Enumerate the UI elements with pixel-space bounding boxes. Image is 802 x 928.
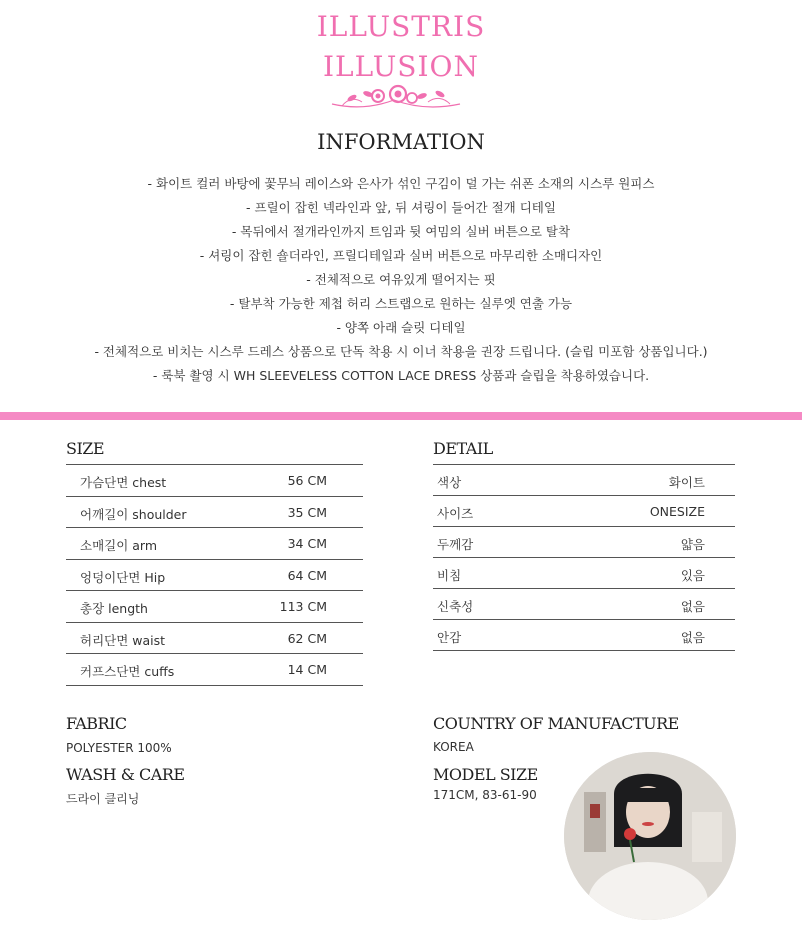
table-row <box>433 527 735 558</box>
table-row <box>66 497 363 529</box>
row-label: 총장 length <box>80 601 148 616</box>
table-row <box>433 496 735 527</box>
info-line: - 룩북 촬영 시 WH SLEEVELESS COTTON LACE DRESS 상품과 슬립을 착용하였습니다. <box>152 368 650 383</box>
info-line: - 프릴이 잡힌 넥라인과 앞, 뒤 셔링이 들어간 절개 디테일 <box>246 200 556 215</box>
table-row <box>433 465 735 496</box>
row-label: 가슴단면 chest <box>80 475 167 490</box>
row-label: 안감 <box>437 630 462 645</box>
info-line: - 전체적으로 비치는 시스루 드레스 상품으로 단독 착용 시 이너 착용을 권장 드립니다. (슬립 미포함 상품입니다.) <box>94 344 708 359</box>
table-row <box>66 654 363 686</box>
row-value: 35 CM <box>287 504 327 520</box>
row-value: 64 CM <box>287 567 327 583</box>
row-label: 어깨길이 shoulder <box>80 506 187 522</box>
country-value: KOREA <box>433 740 474 754</box>
country-title: COUNTRY OF MANUFACTURE <box>433 714 679 733</box>
row-label: 소매길이 arm <box>80 538 158 553</box>
model-photo-illustration <box>564 752 736 920</box>
row-value: 14 CM <box>287 662 327 677</box>
table-row <box>66 591 363 623</box>
fabric-value: POLYESTER 100% <box>66 741 172 755</box>
information-list <box>0 174 802 390</box>
info-line: - 탈부착 가능한 제첩 허리 스트랩으로 원하는 실루엣 연출 가능 <box>229 296 573 311</box>
detail-title: DETAIL <box>433 439 493 458</box>
row-label: 허리단면 waist <box>80 632 166 648</box>
info-line: - 전체적으로 여유있게 떨어지는 핏 <box>306 272 496 287</box>
size-title: SIZE <box>66 439 105 458</box>
row-label: 사이즈 <box>437 506 474 521</box>
row-value: 62 CM <box>287 630 327 646</box>
model-size-title: MODEL SIZE <box>433 765 538 784</box>
row-value: 56 CM <box>287 473 327 488</box>
row-label: 비침 <box>437 568 462 583</box>
table-row <box>66 528 363 560</box>
model-photo <box>564 752 736 920</box>
section-divider <box>0 412 802 420</box>
model-size-value: 171CM, 83-61-90 <box>433 788 537 802</box>
wash-care-value: 드라이 클리닝 <box>66 792 140 806</box>
table-row <box>66 560 363 592</box>
size-table <box>66 464 363 686</box>
row-label: 신축성 <box>437 599 474 614</box>
detail-table <box>433 464 735 651</box>
info-line: - 양쪽 아래 슬릿 디테일 <box>336 320 466 335</box>
brand-logo-line1: ILLUSTRIS <box>316 10 486 43</box>
brand-logo-line2: ILLUSION <box>322 50 479 83</box>
row-label: 커프스단면 cuffs <box>80 664 175 679</box>
information-title: INFORMATION <box>317 130 485 154</box>
table-row <box>66 623 363 655</box>
wash-care-title: WASH & CARE <box>66 765 185 784</box>
row-value: 없음 <box>680 630 705 645</box>
info-line: - 화이트 컬러 바탕에 꽃무늬 레이스와 은사가 섞인 구김이 덜 가는 쉬폰 소재의 시스루 원피스 <box>147 176 655 191</box>
info-line: - 목뒤에서 절개라인까지 트임과 뒷 여밈의 실버 버튼으로 탈착 <box>231 224 571 239</box>
rose-ornament-icon <box>328 84 464 114</box>
row-value: 얇음 <box>680 537 705 552</box>
row-value: 없음 <box>680 599 705 614</box>
table-row <box>433 620 735 651</box>
table-row <box>433 558 735 589</box>
row-value: 34 CM <box>287 536 327 551</box>
row-value: 있음 <box>680 568 705 583</box>
row-label: 엉덩이단면 Hip <box>80 569 166 585</box>
row-value: 113 CM <box>279 599 327 614</box>
info-line: - 셔링이 잡힌 숄더라인, 프릴디테일과 실버 버튼으로 마무리한 소매디자인 <box>199 248 603 263</box>
fabric-title: FABRIC <box>66 714 127 733</box>
table-row <box>66 465 363 497</box>
row-value: ONESIZE <box>649 504 705 519</box>
row-value: 화이트 <box>668 475 705 490</box>
table-row <box>433 589 735 620</box>
row-label: 두께감 <box>437 537 474 552</box>
row-label: 색상 <box>437 475 462 490</box>
